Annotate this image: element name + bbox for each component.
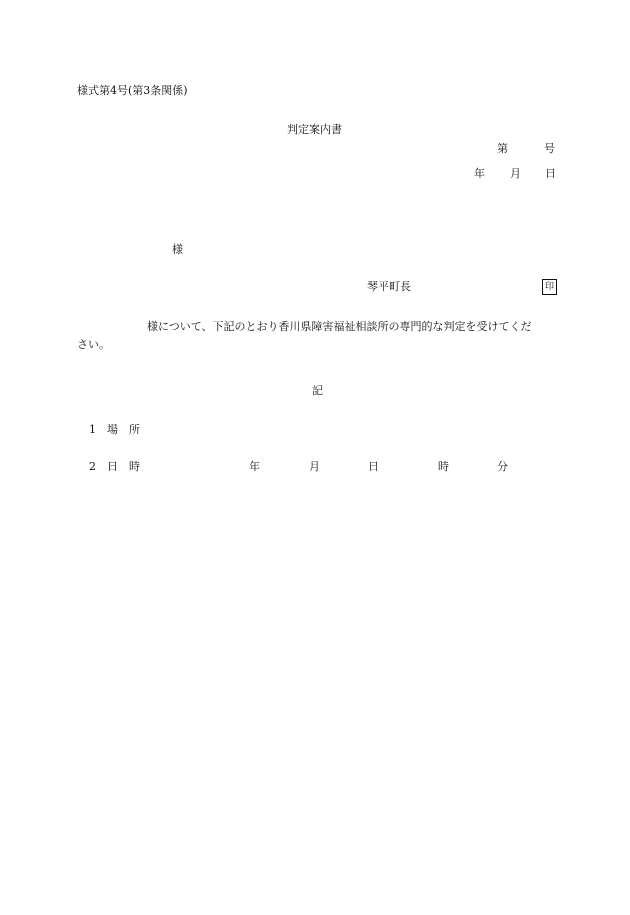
number-dai: 第 bbox=[497, 142, 508, 155]
number-go: 号 bbox=[544, 142, 555, 155]
datetime-minute: 分 bbox=[497, 460, 508, 473]
seal-mark: 印 bbox=[542, 279, 557, 295]
date-day: 日 bbox=[545, 167, 556, 180]
body-text-line1: 様について、下記のとおり香川県障害福祉相談所の専門的な判定を受けてくだ bbox=[147, 320, 532, 333]
datetime-hour: 時 bbox=[438, 460, 449, 473]
item-datetime-number: 2 bbox=[89, 460, 96, 473]
item-datetime-label: 日 時 bbox=[107, 460, 140, 473]
datetime-day: 日 bbox=[368, 460, 379, 473]
datetime-month: 月 bbox=[309, 460, 320, 473]
issuer-name: 琴平町長 bbox=[367, 280, 411, 293]
item-place-number: 1 bbox=[89, 423, 96, 436]
date-month: 月 bbox=[510, 167, 521, 180]
date-year: 年 bbox=[474, 167, 485, 180]
datetime-year: 年 bbox=[249, 460, 260, 473]
document-title: 判定案内書 bbox=[287, 123, 342, 136]
body-text-line2: さい。 bbox=[77, 338, 110, 351]
item-place-label: 場 所 bbox=[107, 423, 140, 436]
form-label: 様式第4号(第3条関係) bbox=[77, 84, 188, 97]
addressee-suffix: 様 bbox=[172, 243, 183, 256]
ki-heading: 記 bbox=[312, 384, 323, 397]
